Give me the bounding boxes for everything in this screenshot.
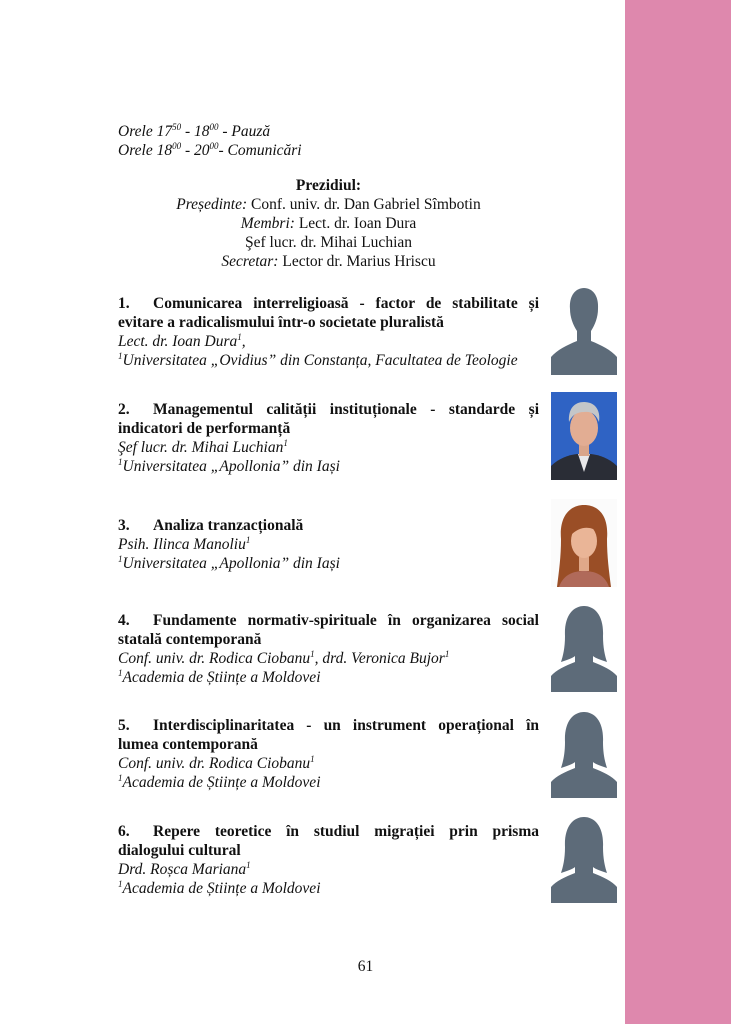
paper-author: Conf. univ. dr. Rodica Ciobanu$^1$ xyxy=(118,753,315,772)
portrait-man-photo xyxy=(551,392,617,480)
presidium-secretary: Secretar: Lector dr. Marius Hriscu xyxy=(221,253,436,270)
paper-affiliation: $^1$Academia de Științe a Moldovei xyxy=(118,667,321,686)
paper-item-2 xyxy=(118,400,539,476)
schedule-line-break: Orele $17^{50} - 18^{00}$ - Pauză xyxy=(118,121,271,140)
paper-affiliation: $^1$Universitatea „Ovidius” din Constanța, Facultatea de Teologie xyxy=(118,350,518,369)
paper-author: Psih. Ilinca Manoliu$^1$ xyxy=(118,534,251,553)
paper-item-6 xyxy=(118,822,539,898)
paper-author: Drd. Roșca Mariana$^1$ xyxy=(118,859,251,878)
presidium xyxy=(118,176,539,271)
paper-title: 5. Interdisciplinaritatea - un instrument operațional în lumea contemporană xyxy=(118,717,539,753)
paper-author: Conf. univ. dr. Rodica Ciobanu$^1$, drd. Veronica Bujor$^1$ xyxy=(118,648,450,667)
portrait-woman-photo xyxy=(551,499,617,587)
paper-author: Şef lucr. dr. Mihai Luchian$^1$ xyxy=(118,437,288,456)
paper-title: 1. Comunicarea interreligioasă - factor de stabilitate și evitare a radicalismului într-o societate pluralistă xyxy=(118,295,539,331)
paper-author: Lect. dr. Ioan Dura$^1$, xyxy=(118,331,246,350)
page-number: 61 xyxy=(357,958,374,975)
silhouette-male-icon xyxy=(551,287,617,375)
paper-title: 2. Managementul calității instituționale - standarde și indicatori de performanță xyxy=(118,401,539,437)
presidium-title: Prezidiul: xyxy=(295,177,362,194)
presidium-members: Membri: Lect. dr. Ioan Dura xyxy=(240,215,417,232)
silhouette-female-icon xyxy=(551,815,617,903)
presidium-president: Președinte: Conf. univ. dr. Dan Gabriel Sîmbotin xyxy=(176,196,481,213)
paper-item-5 xyxy=(118,716,539,792)
paper-item-4 xyxy=(118,611,539,687)
schedule-line-talks: Orele $18^{00} - 20^{00}-$ Comunicări xyxy=(118,140,302,159)
side-color-band xyxy=(625,0,731,1024)
paper-title: 3. Analiza tranzacțională xyxy=(118,517,304,534)
paper-item-1 xyxy=(118,294,539,370)
paper-title: 4. Fundamente normativ-spirituale în organizarea social statală contemporană xyxy=(118,612,539,648)
silhouette-female-icon xyxy=(551,604,617,692)
paper-item-3 xyxy=(118,516,539,573)
presidium-member-2: Şef lucr. dr. Mihai Luchian xyxy=(244,234,413,251)
paper-affiliation: $^1$Academia de Științe a Moldovei xyxy=(118,772,321,791)
paper-affiliation: $^1$Universitatea „Apollonia” din Iași xyxy=(118,456,340,475)
paper-affiliation: $^1$Academia de Științe a Moldovei xyxy=(118,878,321,897)
silhouette-female-icon xyxy=(551,710,617,798)
schedule xyxy=(118,122,302,160)
paper-affiliation: $^1$Universitatea „Apollonia” din Iași xyxy=(118,553,340,572)
paper-title: 6. Repere teoretice în studiul migrației prin prisma dialogului cultural xyxy=(118,823,539,859)
